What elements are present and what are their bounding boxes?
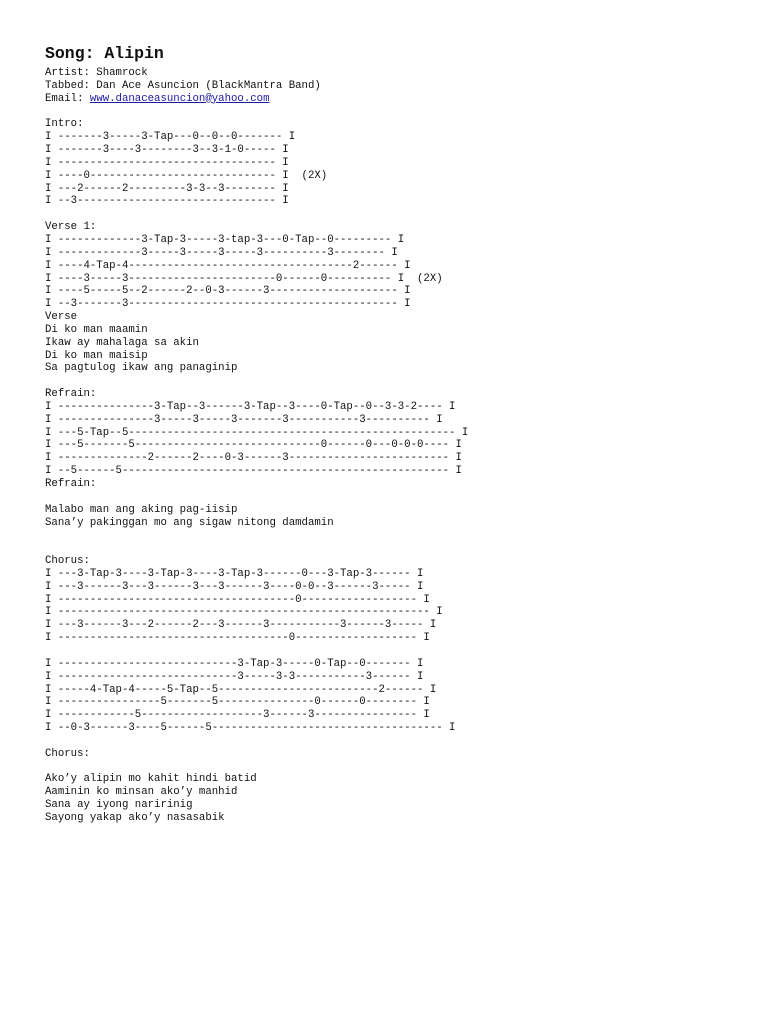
text-line: I ---5-------5-----------------------------0------0---0-0-0---- I (45, 439, 462, 452)
text-line: I ---3------3---3------3---3------3----0-0--3------3----- I (45, 580, 424, 593)
text-line (45, 208, 745, 221)
text-line: I -------------------------------------0------------------ I (45, 593, 430, 606)
tab-document (45, 44, 745, 825)
email-link[interactable]: www.danaceasuncion@yahoo.com (89, 92, 270, 105)
text-line: I -----4-Tap-4-----5-Tap--5-------------------------2------ I (45, 683, 437, 696)
text-line: I ----5-----5--2------2--0-3------3-------------------- I (45, 285, 411, 298)
text-line: Sana ay iyong naririnig (45, 799, 193, 812)
text-line: Tabbed: Dan Ace Asuncion (BlackMantra Band) (45, 79, 321, 92)
text-line: Verse 1: (45, 221, 97, 234)
text-line: I ------------------------------------0------------------- I (45, 632, 430, 645)
text-line: Chorus: (45, 555, 90, 568)
text-line: Refrain: (45, 478, 97, 490)
text-line: Verse (45, 311, 78, 324)
text-line: I ---------------3-----3-----3-------3-----------3---------- I (45, 413, 443, 426)
text-line: I ----3-----3-----------------------0------0---------- I (2X) (45, 272, 443, 285)
text-line: I -------3-----3-Tap---0--0--0------- I (45, 131, 296, 144)
text-line (45, 542, 745, 555)
text-line: Chorus: (45, 747, 90, 760)
text-line: Refrain: (45, 388, 97, 401)
text-line (45, 761, 745, 774)
email-label: Email: (45, 92, 90, 105)
text-line: I --3-------3------------------------------------------ I (45, 298, 411, 311)
text-line: Malabo man ang aking pag-iisip (45, 503, 238, 516)
text-line: I ---------------------------------------------------------- I (45, 606, 443, 619)
text-line: I ----0----------------------------- I (2X) (45, 169, 328, 182)
text-line (45, 375, 745, 388)
text-line: Aaminin ko minsan ako’y manhid (45, 786, 238, 799)
text-line: Ako’y alipin mo kahit hindi batid (45, 773, 257, 786)
text-line: I ---5-Tap--5--------------------------------------------------- I (45, 426, 469, 439)
text-line (45, 735, 745, 748)
tab-lines (45, 67, 745, 825)
text-line: I ---3------3---2------2---3------3-----------3------3----- I (45, 619, 437, 632)
text-line: I ----------------------------3-Tap-3-----0-Tap--0------- I (45, 657, 424, 670)
text-line: I ---------------3-Tap--3------3-Tap--3----0-Tap--0--3-3-2---- I (45, 400, 456, 413)
text-line: I --3------------------------------- I (45, 195, 289, 208)
text-line: I ----4-Tap-4-----------------------------------2------ I (45, 259, 411, 272)
text-line: Ikaw ay mahalaga sa akin (45, 336, 199, 349)
text-line: Sa pagtulog ikaw ang panaginip (45, 362, 238, 375)
text-line: I ------------5-------------------3------3---------------- I (45, 709, 430, 722)
text-line: Sana’y pakinggan mo ang sigaw nitong damdamin (45, 516, 334, 529)
text-line: Sayong yakap ako’y nasasabik (45, 811, 225, 824)
text-line (45, 645, 745, 658)
text-line: Di ko man maamin (45, 323, 148, 336)
text-line (45, 529, 745, 542)
text-line: I --------------2------2----0-3------3------------------------- I (45, 452, 462, 465)
text-line (45, 93, 745, 106)
text-line: I ----------------------------3-----3-3-----------3------ I (45, 670, 424, 683)
text-line: I ---2------2---------3-3--3-------- I (45, 182, 289, 195)
text-line: I ---3-Tap-3----3-Tap-3----3-Tap-3------0---3-Tap-3------ I (45, 567, 424, 580)
text-line: I -------3----3--------3--3-1-0----- I (45, 144, 289, 157)
text-line: Di ko man maisip (45, 349, 148, 362)
text-line (45, 491, 745, 504)
text-line: I --5------5--------------------------------------------------- I (45, 465, 462, 478)
text-line: I -------------3-Tap-3-----3-tap-3---0-Tap--0--------- I (45, 233, 405, 246)
text-line: I --0-3------3----5------5------------------------------------ I (45, 722, 456, 735)
song-title: Song: Alipin (45, 44, 164, 63)
text-line: Intro: (45, 118, 84, 131)
text-line: I ----------------5-------5---------------0------0-------- I (45, 696, 430, 709)
text-line: I -------------3-----3-----3-----3----------3-------- I (45, 246, 398, 259)
text-line: Artist: Shamrock (45, 67, 148, 79)
text-line (45, 106, 745, 119)
text-line: I ---------------------------------- I (45, 156, 289, 169)
